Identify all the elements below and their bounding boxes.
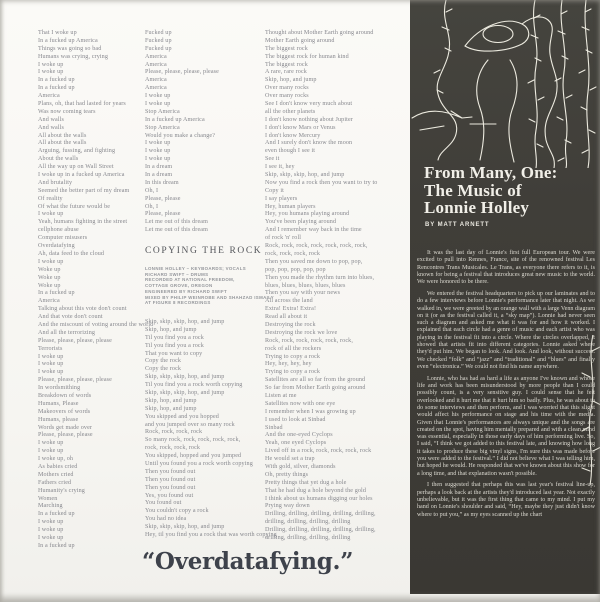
- credit-line: COTTAGE GROVE, OREGON: [145, 283, 213, 289]
- essay-paragraph: It was the last day of Lonnie's first full European tour. We were excited to pull into Rennes, France, site of the renowned festival Les Rencontres Trans Musicales. Le Trans, as everyone there refers to it, is known for being a festival that introduces great new music to the world. We were honored to be there.: [417, 250, 595, 286]
- credit-line: ENGINEERED BY RICHARD SWIFT: [145, 288, 228, 294]
- lyric-line: Was now coming tears: [38, 108, 96, 115]
- lyric-line: Hey, til you find you a rock that was worth copying: [145, 532, 277, 539]
- lyric-line: Til you find you a rock: [145, 334, 204, 341]
- lyric-line: drilling, drilling, drilling, drilling: [265, 535, 351, 541]
- credit-line: RICHARD SWIFT – DRUMS: [145, 271, 209, 277]
- lyric-line: I don't know nothing about Jupiter: [265, 116, 353, 123]
- lyric-line: I woke up in a fucked up America: [38, 172, 125, 179]
- lyric-line: Please, please, please, please: [145, 69, 219, 76]
- essay-title-line: Lonnie Holley: [424, 198, 530, 218]
- lyric-line: Fathers cried: [38, 479, 72, 486]
- lyric-line: Arguing, fussing, and fighting: [38, 148, 116, 155]
- lyrics-column-2: [145, 30, 219, 235]
- lyric-line: You found out: [145, 500, 182, 507]
- lyric-line: Then you saved me down to pop, pop,: [265, 258, 363, 265]
- lyric-line: Yeah, one eyed Cyclops: [265, 440, 327, 447]
- lyric-line: Over many rocks: [265, 85, 309, 92]
- lyric-line: Please, please, please, please: [38, 377, 112, 384]
- lyric-line: I woke up: [38, 440, 64, 447]
- lyric-line: Now you find a rock then you want to try to: [265, 179, 378, 186]
- essay-title-line: From Many, One:: [424, 163, 558, 182]
- lyric-line: Skip, hop, and jump: [145, 326, 197, 333]
- lyric-line: I woke up: [38, 361, 64, 368]
- lyric-line: Would you make a change?: [145, 132, 216, 139]
- lyric-line: Then you found out: [145, 484, 196, 491]
- lyric-line: Trying to copy a rock: [265, 369, 321, 376]
- lyric-line: All about the walls: [38, 140, 87, 147]
- lyric-line: So many rock, rock, rock, rock, rock,: [145, 437, 241, 444]
- lyric-line: Words get made over: [38, 424, 93, 431]
- lyric-line: Prying way down: [265, 503, 310, 510]
- lyric-line: And that vote don't count: [38, 314, 103, 321]
- lyric-line: I woke up: [38, 535, 64, 541]
- lyric-line: Please, please: [145, 195, 181, 202]
- essay-byline: BY MATT ARNETT: [425, 222, 490, 228]
- lyrics-column-2-continued: [145, 319, 277, 540]
- lyric-line: All the way up on Wall Street: [38, 164, 114, 171]
- lyric-line: Then you found out: [145, 468, 196, 475]
- lyric-line: The biggest rock: [265, 61, 308, 68]
- lyric-line: Oh, I: [145, 203, 159, 210]
- lyric-line: Humans, please: [38, 416, 79, 423]
- lyric-line: Stop America: [145, 108, 180, 115]
- lyric-line: Humans was crying, crying: [38, 53, 109, 60]
- lyric-line: Of reality: [38, 195, 63, 202]
- lyric-line: Let me out of this dream: [145, 219, 208, 226]
- lyric-line: And walls: [38, 116, 64, 123]
- lyric-line: Drilling, drilling, drilling, drilling, drilling,: [265, 527, 376, 534]
- lyric-line: Hey, hey, hey, hey: [265, 361, 312, 368]
- lyric-line: Skip, skip, skip, hop, and jump: [145, 524, 225, 531]
- lyric-line: Skip, skip, skip, hop, and jump: [145, 390, 225, 397]
- lyrics-column-1: [38, 30, 153, 551]
- lyric-line: Let me out of this dream: [145, 227, 208, 234]
- lyric-line: I woke up: [38, 527, 64, 534]
- lyric-line: Copy the rock: [145, 366, 182, 373]
- lyric-line: Hey, human players: [265, 203, 316, 210]
- lyric-line: Please, please: [145, 211, 181, 218]
- lyric-line: Rock, rock, rock, rock: [145, 429, 203, 436]
- lyric-line: That I woke up: [38, 30, 77, 36]
- lyric-line: Sinbad: [265, 424, 283, 431]
- essay-body: [417, 250, 595, 523]
- lyric-line: Copy the rock: [145, 358, 182, 365]
- lyric-line: Fucked up: [145, 45, 172, 52]
- lyric-line: In a dream: [145, 164, 173, 171]
- thorn-vine-illustration: [410, 0, 600, 168]
- lyric-line: Yeah, humans fighting in the street: [38, 219, 128, 226]
- lyric-line: Plans, oh, that had lasted for years: [38, 101, 126, 108]
- lyric-line: even though I see it: [265, 148, 316, 155]
- lyric-line: Drilling, drilling, drilling, drilling, drilling,: [265, 511, 376, 518]
- lyric-line: cellphone abuse: [38, 227, 79, 234]
- lyric-line: America: [145, 53, 167, 60]
- lyric-line: All about the walls: [38, 132, 87, 139]
- lyric-line: I woke up: [145, 148, 171, 155]
- lyric-line: drilling, drilling, drilling, drilling: [265, 519, 351, 526]
- lyric-line: I see it, hey: [265, 164, 295, 171]
- lyric-line: Woke up: [38, 266, 61, 273]
- lyric-line: America: [145, 61, 167, 68]
- lyric-line: Please, please, please, please: [38, 337, 112, 344]
- lyric-line: I used to look at Sinbad: [265, 416, 326, 423]
- lyric-line: Until you found you a rock worth copying: [145, 461, 253, 468]
- lyric-line: Skip, hop, and jump: [145, 405, 197, 412]
- essay-paragraph: Lonnie, who has had as hard a life as anyone I've known and whose life and work has been misunderstood by more people than I could possibly count, is a very sensitive guy. I could sense that he felt overlooked and it hurt me that it hurt him so badly. Plus, he was about to do some interviews and then perform, and I was worried that this slight would affect his performance on stage and his time with the media. Given that Lonnie's performances are always unique and the songs are created on the spot, having him mentally prepared and with a clean mind was essential, especially in those early days of him performing live. So, I said, “I think we got added to this festival late, and knowing how long it takes to produce these big vinyl signs, I'm sure this was made before you were added to the festival.” I did not believe what I was telling him, but hoped he would. He responded that we've known about this show for a long time, and that explanation wasn't possible.: [417, 375, 595, 477]
- lyric-line: Hey, you humans playing around: [265, 211, 350, 218]
- lyric-line: Rock, rock, rock, rock, rock, rock,: [265, 337, 353, 344]
- lyric-line: So far from Mother Earth going around: [265, 385, 366, 392]
- lyric-line: In a fucked up America: [145, 116, 205, 123]
- lyric-line: I woke up: [38, 448, 64, 455]
- lyric-line: blues, blues, blues, blues, blues: [265, 282, 346, 289]
- lyric-line: You couldn't copy a rock: [145, 508, 209, 515]
- credit-line: AT FIGURE 8 RECORDINGS: [145, 300, 211, 306]
- lyric-line: Skip, skip, skip, hop, and jump: [145, 374, 225, 381]
- lyric-line: all the other planets: [265, 108, 316, 115]
- lyric-line: Then you made the rhythm turn into blues,: [265, 274, 375, 281]
- lyric-line: rock of all the rockers: [265, 345, 322, 352]
- lyric-line: You skipped and you hopped: [145, 413, 219, 420]
- lyric-line: You skipped, hopped and you jumped: [145, 453, 242, 460]
- lyric-line: Satellites now with one eye: [265, 400, 336, 407]
- lyric-line: Woke up: [38, 274, 61, 281]
- song-credits: [145, 266, 274, 306]
- lyric-line: Women: [38, 495, 58, 502]
- lyric-line: Breakdown of words: [38, 392, 92, 399]
- lyric-line: I woke up: [38, 69, 64, 76]
- lyric-line: Things was going so bad: [38, 45, 102, 52]
- lyric-line: Oh, I: [145, 187, 159, 194]
- lyric-line: Then you say with your news: [265, 290, 341, 297]
- lyric-line: I think about us humans digging our holes: [265, 495, 373, 502]
- song-title-heading: COPYING THE ROCK: [145, 246, 263, 256]
- lyric-line: In a fucked up: [38, 85, 75, 92]
- lyric-line: pop, pop, pop, pop, pop: [265, 266, 326, 273]
- lyric-line: I woke up, oh: [38, 456, 74, 463]
- lyric-line: I woke up: [145, 93, 171, 100]
- lyric-line: All across the land: [265, 298, 313, 305]
- lyric-line: Stop America: [145, 124, 180, 131]
- lyric-line: In a fucked up: [38, 77, 75, 84]
- lyric-line: I don't know Mercury: [265, 132, 321, 139]
- lyric-line: America: [38, 298, 60, 305]
- lyric-line: I don't know Mars or Venus: [265, 124, 336, 131]
- lyric-line: Humanity's crying: [38, 487, 85, 494]
- lyric-line: A rare, rare rock: [265, 69, 307, 76]
- lyric-line: Seemed the better part of my dream: [38, 187, 130, 194]
- lyric-line: You had no idea: [145, 516, 187, 523]
- lyric-line: I woke up: [38, 353, 64, 360]
- lyric-line: rock, rock, rock, rock: [265, 250, 321, 257]
- lyric-line: Marching: [38, 503, 63, 510]
- lyric-line: Pretty things that yet dug a hole: [265, 479, 347, 486]
- lyric-line: See it: [265, 156, 280, 163]
- lyric-line: The biggest rock: [265, 45, 308, 52]
- lyric-line: I woke up: [38, 258, 64, 265]
- lyric-line: I woke up: [38, 519, 64, 526]
- essay-paragraph: We entered the festival headquarters to pick up our laminates and to do a few interviews before Lonnie's performance later that night. As we walked in, we were greeted by an orange wall with a large Venn diagram on it (or as the festival called it, a “sky map”). Lonnie had never seen such a diagram and asked me what it was for and how it worked. I explained that each circle had a genre of music and each artist who was playing in the festival fit into a circle. Where the circles overlapped, it showed that artists fit into different categories. Lonnie asked where they'd put him. We began to look. And look. And look, without success. We checked “folk” and “jazz” and “traditional” and “blues” and finally even “electronica.” We could not find his name anywhere.: [417, 290, 595, 370]
- lyric-line: Mothers cried: [38, 471, 74, 478]
- lyric-line: He would set a trap: [265, 456, 315, 463]
- lyric-line: Skip, skip, skip, hop, and jump: [145, 319, 225, 325]
- lyric-line: Then you found out: [145, 476, 196, 483]
- lyric-line: Satellites are all so far from the ground: [265, 377, 366, 384]
- lyric-line: Over many rocks: [265, 93, 309, 100]
- lyric-line: I woke up: [38, 61, 64, 68]
- lyric-line: I remember when I was growing up: [265, 408, 356, 415]
- essay-panel: [410, 0, 600, 594]
- lyric-line: and you jumped over so many rock: [145, 421, 235, 428]
- lyric-line: rock, rock, rock, rock: [145, 445, 201, 452]
- lyric-line: Mother Earth going around: [265, 37, 335, 44]
- lyric-line: And I surely don't know the moon: [265, 140, 353, 147]
- lyric-line: In a fucked up: [38, 290, 75, 297]
- lyric-line: And the one-eyed Cyclops: [265, 432, 333, 439]
- lyric-line: Fucked up: [145, 37, 172, 44]
- lyric-line: Copy it: [265, 187, 284, 194]
- essay-title: [424, 164, 557, 217]
- lyric-line: Destroying the rock: [265, 321, 316, 328]
- lyric-line: In this dream: [145, 179, 179, 186]
- credit-line: LONNIE HOLLEY – KEYBOARDS; VOCALS: [145, 266, 246, 271]
- lyric-line: Overdatafying: [38, 243, 75, 250]
- lyric-line: Destroying the rock we love: [265, 329, 338, 336]
- lyric-line: Talking about this vote don't count: [38, 306, 127, 313]
- lyric-line: America: [145, 77, 167, 84]
- lyric-line: Skip, hop, and jump: [145, 397, 197, 404]
- lyric-line: Terrorists: [38, 345, 63, 352]
- lyric-line: Humans, Please: [38, 400, 79, 407]
- credit-line: RECORDED AT NATIONAL FREEDOM,: [145, 277, 235, 283]
- essay-title-line: The Music of: [424, 180, 522, 200]
- lyric-line: And the miscount of voting around the world: [38, 321, 154, 328]
- lyric-line: Oh, pretty things: [265, 471, 309, 478]
- lyric-line: Rock, rock, rock, rock, rock, rock, rock,: [265, 243, 368, 250]
- lyrics-column-3: [265, 30, 377, 543]
- lyric-line: Yes, you found out: [145, 492, 194, 499]
- lyric-line: As babies cried: [38, 463, 78, 470]
- lyric-line: Of what the future would be: [38, 203, 111, 210]
- lyric-line: That you want to copy: [145, 350, 203, 357]
- lyric-line: Computer misusers: [38, 235, 88, 242]
- lyric-line: And I remember way back in the time: [265, 227, 362, 234]
- lyric-line: I woke up: [145, 101, 171, 108]
- lyric-line: Til you find you a rock worth copying: [145, 382, 243, 389]
- lyric-line: America: [145, 85, 167, 92]
- lyric-line: Woke up: [38, 282, 61, 289]
- lyric-line: Makeovers of words: [38, 408, 91, 415]
- lyric-line: See I don't know very much about: [265, 101, 353, 108]
- lyric-line: In wordsmithing: [38, 385, 81, 392]
- lyric-line: In a fucked up America: [38, 37, 98, 44]
- lyric-line: About the walls: [38, 156, 79, 163]
- lyric-line: Please, please, please: [38, 432, 93, 439]
- lyric-line: I woke up: [145, 140, 171, 147]
- lyric-line: I woke up: [145, 156, 171, 163]
- lyric-line: In a dream: [145, 172, 173, 179]
- lyric-line: Til you find you a rock: [145, 342, 204, 349]
- lyric-line: Trying to copy a rock: [265, 353, 321, 360]
- pull-quote: “Overdatafying.”: [142, 548, 354, 575]
- lyric-line: You've been playing around: [265, 219, 337, 226]
- lyric-line: I say players: [265, 195, 298, 202]
- lyric-line: That he had dug a hole beyond the gold: [265, 487, 367, 494]
- lyric-line: In a fucked up: [38, 542, 75, 549]
- lyric-line: America: [38, 93, 60, 100]
- lyric-line: Lived off in a rock, rock, rock, rock, rock: [265, 448, 372, 455]
- lyric-line: Listen at me: [265, 392, 297, 399]
- lyric-line: With gold, silver, diamonds: [265, 463, 336, 470]
- lyric-line: I woke up: [38, 211, 64, 218]
- lyric-line: of rock 'n' roll: [265, 235, 302, 242]
- lyric-line: Read all about it: [265, 314, 308, 321]
- credit-line: MIXED BY PHILIP WEINROBE AND SHAHZAD ISMAILY: [145, 294, 275, 300]
- lyric-line: Skip, skip, skip, hop, and jump: [265, 172, 345, 179]
- lyric-line: Ah, data feed to the cloud: [38, 250, 105, 257]
- lyric-line: Skip, hop, and jump: [265, 77, 317, 84]
- essay-paragraph: I then suggested that perhaps this was last year's festival line-up, perhaps a look back at the artists they'd introduced last year. Not exactly unbelievable, but it was the first thing that came to my mind. I put my hand on Lonnie's shoulder and said, “Hey, maybe they just didn't know where to put you,” as my eyes scanned up the chart: [417, 482, 595, 518]
- lyric-line: Extra! Extra! Extra!: [265, 306, 317, 313]
- lyric-line: And brutality: [38, 179, 73, 186]
- lyric-line: And all the terrorizing: [38, 329, 96, 336]
- lyric-line: Fucked up: [145, 30, 172, 36]
- lyric-line: In a fucked up: [38, 511, 75, 518]
- lyric-line: And walls: [38, 124, 64, 131]
- lyric-line: I woke up: [38, 369, 64, 376]
- lyric-line: Thought about Mother Earth going around: [265, 30, 374, 36]
- lyric-line: The biggest rock for human kind: [265, 53, 349, 60]
